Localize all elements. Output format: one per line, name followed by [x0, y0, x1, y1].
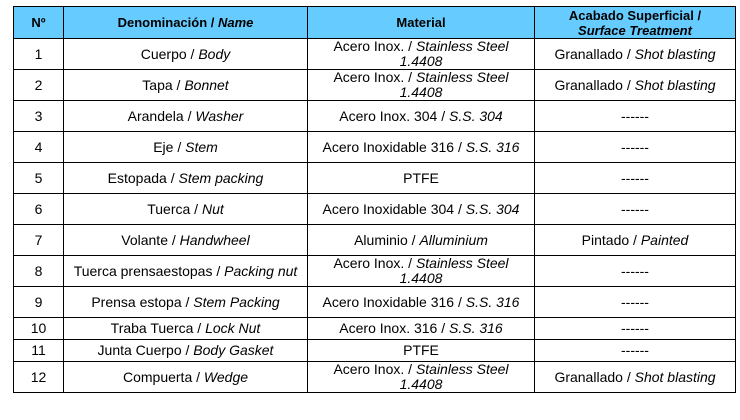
- cell-material: PTFE: [308, 340, 535, 362]
- table-row: [14, 225, 736, 256]
- cell-no: 6: [14, 194, 64, 225]
- cell-name: Volante / Handwheel: [64, 225, 308, 256]
- cell-no: 1: [14, 39, 64, 70]
- cell-finish: ------: [535, 101, 736, 132]
- header-finish: Acabado Superficial / Surface Treatment: [535, 7, 736, 39]
- cell-material: Acero Inox. 316 / S.S. 316: [308, 318, 535, 340]
- table-row: [14, 318, 736, 340]
- cell-finish: ------: [535, 194, 736, 225]
- cell-material: Acero Inox. / Stainless Steel 1.4408: [308, 39, 535, 70]
- cell-no: 8: [14, 256, 64, 287]
- cell-no: 7: [14, 225, 64, 256]
- cell-material: Aluminio / Alluminium: [308, 225, 535, 256]
- parts-table: [13, 6, 736, 393]
- cell-finish: ------: [535, 340, 736, 362]
- cell-material: Acero Inox. 304 / S.S. 304: [308, 101, 535, 132]
- cell-material: PTFE: [308, 163, 535, 194]
- header-name: Denominación / Name: [64, 7, 308, 39]
- cell-finish: Granallado / Shot blasting: [535, 362, 736, 393]
- cell-no: 9: [14, 287, 64, 318]
- cell-finish: ------: [535, 287, 736, 318]
- table-row: [14, 132, 736, 163]
- cell-material: Acero Inoxidable 304 / S.S. 304: [308, 194, 535, 225]
- cell-name: Junta Cuerpo / Body Gasket: [64, 340, 308, 362]
- header-material: Material: [308, 7, 535, 39]
- table-row: [14, 101, 736, 132]
- cell-material: Acero Inoxidable 316 / S.S. 316: [308, 287, 535, 318]
- cell-name: Eje / Stem: [64, 132, 308, 163]
- cell-finish: ------: [535, 256, 736, 287]
- cell-finish: Granallado / Shot blasting: [535, 70, 736, 101]
- cell-name: Estopada / Stem packing: [64, 163, 308, 194]
- header-no: Nº: [14, 7, 64, 39]
- table-row: [14, 163, 736, 194]
- cell-finish: ------: [535, 318, 736, 340]
- table-row: [14, 70, 736, 101]
- cell-name: Traba Tuerca / Lock Nut: [64, 318, 308, 340]
- cell-finish: Pintado / Painted: [535, 225, 736, 256]
- cell-finish: ------: [535, 132, 736, 163]
- cell-name: Prensa estopa / Stem Packing: [64, 287, 308, 318]
- cell-no: 5: [14, 163, 64, 194]
- cell-name: Tapa / Bonnet: [64, 70, 308, 101]
- cell-material: Acero Inox. / Stainless Steel 1.4408: [308, 362, 535, 393]
- cell-material: Acero Inox. / Stainless Steel 1.4408: [308, 70, 535, 101]
- table-row: [14, 39, 736, 70]
- cell-material: Acero Inoxidable 316 / S.S. 316: [308, 132, 535, 163]
- cell-finish: ------: [535, 163, 736, 194]
- cell-no: 2: [14, 70, 64, 101]
- table-row: [14, 340, 736, 362]
- cell-no: 10: [14, 318, 64, 340]
- cell-name: Tuerca / Nut: [64, 194, 308, 225]
- cell-name: Arandela / Washer: [64, 101, 308, 132]
- cell-name: Cuerpo / Body: [64, 39, 308, 70]
- cell-no: 4: [14, 132, 64, 163]
- cell-material: Acero Inox. / Stainless Steel 1.4408: [308, 256, 535, 287]
- cell-finish: Granallado / Shot blasting: [535, 39, 736, 70]
- parts-table-wrapper: [13, 6, 736, 393]
- header-row: [14, 7, 736, 39]
- cell-no: 11: [14, 340, 64, 362]
- table-row: [14, 256, 736, 287]
- table-row: [14, 362, 736, 393]
- table-row: [14, 287, 736, 318]
- cell-name: Compuerta / Wedge: [64, 362, 308, 393]
- cell-no: 12: [14, 362, 64, 393]
- cell-name: Tuerca prensaestopas / Packing nut: [64, 256, 308, 287]
- table-row: [14, 194, 736, 225]
- cell-no: 3: [14, 101, 64, 132]
